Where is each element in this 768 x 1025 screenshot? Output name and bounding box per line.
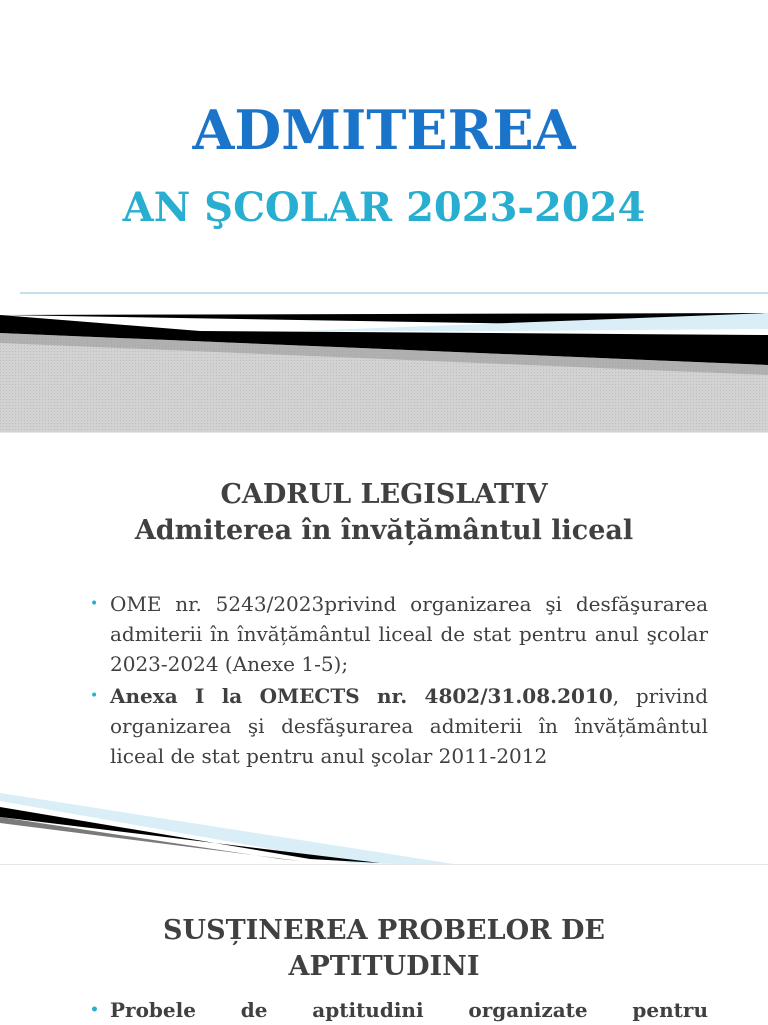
title-slide: [0, 0, 768, 432]
decorative-swoosh-bottom: [0, 793, 768, 865]
list-item: [84, 681, 708, 771]
bullet-list: [84, 995, 708, 1025]
heading-line-2: APTITUDINI: [288, 951, 480, 982]
bullet-text: OME nr. 5243/2023privind organizarea şi desfăşurarea admiterii în învățământul liceal de stat pentru anul şcolar 2023-2024 (Anexe 1-5);: [110, 592, 708, 676]
heading-line-2: Admiterea în învățământul liceal: [134, 515, 634, 546]
legislation-slide: [0, 432, 768, 865]
aptitude-slide: [0, 864, 768, 1025]
bullet-icon: •: [90, 688, 99, 704]
bullet-list: [84, 589, 708, 773]
slide-title: ADMITEREA: [192, 98, 576, 162]
slide-heading: [0, 477, 768, 549]
slide-subtitle: AN ŞCOLAR 2023-2024: [122, 184, 646, 231]
bullet-text: Probele de aptitudini organizate pentru: [110, 998, 708, 1022]
decorative-swoosh: [0, 285, 768, 432]
heading-line-1: SUSȚINEREA PROBELOR DE: [163, 915, 605, 946]
bullet-text: , privind organizarea şi desfăşurarea admiterii în învățământul liceal de stat pentru anul şcolar 2011-2012: [110, 684, 708, 768]
bullet-icon: •: [90, 596, 99, 612]
list-item: [84, 995, 708, 1025]
bullet-icon: •: [90, 1002, 99, 1018]
list-item: [84, 589, 708, 679]
bullet-bold-text: Anexa I la OMECTS nr. 4802/31.08.2010: [110, 684, 613, 708]
heading-line-1: CADRUL LEGISLATIV: [220, 479, 548, 510]
slide-heading: [0, 913, 768, 985]
